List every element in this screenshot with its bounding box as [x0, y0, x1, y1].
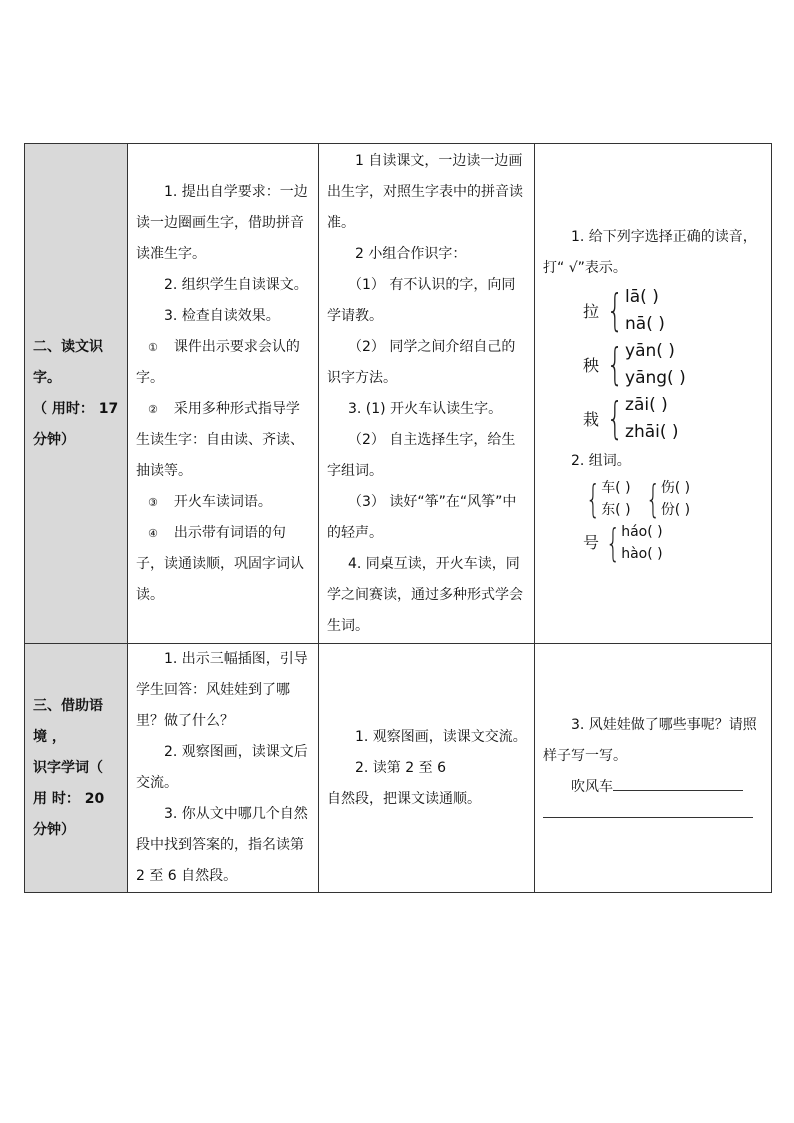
pinyin-choice-group	[583, 392, 757, 446]
teacher-substep	[136, 394, 312, 487]
brace-icon: {	[606, 285, 624, 336]
step-number: ①	[148, 340, 158, 354]
word-blank[interactable]: háo( )	[621, 524, 663, 540]
character: 秧	[583, 355, 600, 375]
student-activity-cell	[319, 644, 535, 893]
pinyin-choice-group	[583, 338, 757, 392]
section-title-cell	[25, 144, 128, 644]
pinyin-option[interactable]: zāi( )	[625, 395, 668, 415]
section-title-line: 识字学词（	[33, 759, 103, 776]
pinyin-option[interactable]: yān( )	[625, 341, 675, 361]
brace-icon: {	[606, 393, 624, 444]
teacher-substep	[136, 518, 312, 611]
character: 栽	[583, 409, 600, 429]
brace-icon: {	[606, 339, 624, 390]
exercise-question: 3. 风娃娃做了哪些事呢？请照样子写一写。	[543, 717, 757, 764]
word-blank[interactable]: 份( )	[660, 502, 691, 518]
brace-icon: {	[585, 477, 601, 521]
student-step: （1） 有不认识的字，向同学请教。	[327, 276, 516, 324]
word-group-pair	[581, 477, 757, 521]
teacher-step: 2. 组织学生自读课文。	[164, 276, 308, 293]
section-title-line: 分钟）	[33, 431, 75, 448]
teacher-substep	[136, 487, 312, 518]
table-row	[25, 144, 772, 644]
word-group	[583, 521, 757, 565]
word-blank[interactable]: 东( )	[601, 502, 631, 518]
section-title-line: 境 ，	[33, 728, 66, 745]
teacher-step: 3. 你从文中哪几个自然段中找到答案的，指名读第 2 至 6 自然段。	[136, 806, 308, 884]
example-text: 吹风车	[571, 779, 613, 795]
student-step: （2） 同学之间介绍自己的识字方法。	[327, 338, 516, 386]
section-title-line: 三、借助语	[33, 697, 103, 714]
teacher-step: 3. 检查自读效果。	[164, 307, 280, 324]
step-number: ③	[148, 495, 158, 509]
answer-blank[interactable]	[613, 772, 743, 791]
word-blank[interactable]: 伤( )	[660, 480, 691, 496]
character: 拉	[583, 301, 600, 321]
word-group	[581, 477, 631, 521]
exercise-cell	[535, 644, 772, 893]
section-title-line: 用 时： 20	[33, 790, 105, 807]
exercise-question: 2. 组词。	[571, 453, 631, 469]
section-title-cell	[25, 644, 128, 893]
brace-icon: {	[605, 521, 621, 565]
pinyin-option[interactable]: yāng( )	[625, 368, 686, 388]
student-step: 4. 同桌互读，开火车读，同学之间赛读，通过多种形式学会生词。	[327, 555, 523, 634]
student-step: 2. 读第 2 至 6	[355, 759, 446, 776]
example-line	[543, 772, 757, 803]
student-step: 1 自读课文，一边读一边画出生字，对照生字表中的拼音读准。	[327, 152, 523, 231]
student-step: 3. (1) 开火车认读生字。	[348, 400, 503, 417]
step-number: ②	[148, 402, 158, 416]
word-blank[interactable]: 车( )	[601, 480, 631, 496]
student-step: 1. 观察图画，读课文交流。	[355, 728, 527, 745]
student-step: 2 小组合作识字：	[355, 245, 467, 262]
exercise-cell	[535, 144, 772, 644]
substep-text: 开火车读词语。	[173, 493, 272, 510]
section-title-line: 分钟）	[33, 821, 75, 838]
word-blank[interactable]: hào( )	[621, 546, 663, 562]
teacher-activity-cell	[128, 144, 319, 644]
student-activity-cell	[319, 144, 535, 644]
substep-text: 出示带有词语的句子，读通读顺，巩固字词认读。	[136, 524, 304, 603]
step-number: ④	[148, 526, 158, 540]
teacher-substep	[136, 332, 312, 394]
student-step: （3） 读好“筝”在“风筝”中的轻声。	[327, 493, 517, 541]
brace-icon: {	[645, 477, 660, 521]
exercise-question: 1. 给下列字选择正确的读音，打“ √”表示。	[543, 229, 757, 276]
teacher-activity-cell	[128, 644, 319, 893]
teacher-step: 1. 提出自学要求：一边读一边圈画生字，借助拼音读准生字。	[136, 183, 308, 262]
table-row	[25, 644, 772, 893]
student-step: 自然段，把课文读通顺。	[327, 790, 481, 807]
pinyin-option[interactable]: nā( )	[625, 314, 665, 334]
word-group	[641, 477, 691, 521]
section-title-line: （ 用时： 17	[33, 400, 119, 417]
section-title-line: 字。	[33, 369, 61, 386]
substep-text: 采用多种形式指导学生读生字：自由读、齐读、抽读等。	[136, 400, 304, 479]
pinyin-option[interactable]: zhāi( )	[625, 422, 679, 442]
section-title-line: 二、读文识	[33, 338, 103, 355]
teacher-step: 2. 观察图画，读课文后交流。	[136, 744, 308, 791]
pinyin-choice-group	[583, 284, 757, 338]
lesson-plan-table	[24, 143, 772, 893]
student-step: （2） 自主选择生字，给生字组词。	[327, 431, 516, 479]
answer-blank[interactable]	[543, 803, 753, 818]
substep-text: 课件出示要求会认的字。	[136, 338, 300, 386]
teacher-step: 1. 出示三幅插图，引导学生回答：风娃娃到了哪里？做了什么？	[136, 651, 308, 729]
pinyin-option[interactable]: lā( )	[625, 287, 659, 307]
character: 号	[583, 533, 600, 552]
